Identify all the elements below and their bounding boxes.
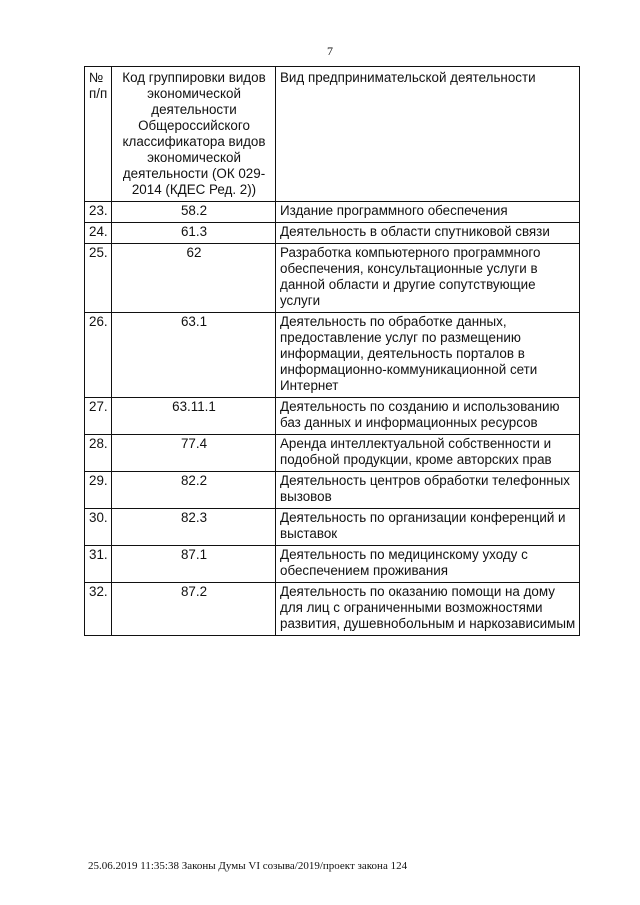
header-okved-code: Код группировки видов экономической деятельности Общероссийского классификатора видов экономической деятельности (ОК 029-2014 (КДЕС Ред. 2)) [112,67,276,202]
header-activity-type: Вид предпринимательской деятельности [276,67,580,202]
table-row [85,435,580,472]
activity-table [84,66,580,636]
table-row [85,398,580,435]
row-activity: Разработка компьютерного программного обеспечения, консультационные услуги в данной области и другие сопутствующие услуги [276,244,580,313]
row-code: 63.1 [112,313,276,398]
row-code: 82.2 [112,472,276,509]
row-number: 25. [85,244,112,313]
row-activity: Деятельность в области спутниковой связи [276,223,580,244]
row-activity: Деятельность по оказанию помощи на дому для лиц с ограниченными возможностями развития, душевнобольным и наркозависимым [276,583,580,636]
row-code: 63.11.1 [112,398,276,435]
row-code: 58.2 [112,202,276,223]
table-row [85,546,580,583]
row-activity: Издание программного обеспечения [276,202,580,223]
row-number: 28. [85,435,112,472]
row-number: 30. [85,509,112,546]
row-code: 82.3 [112,509,276,546]
row-code: 77.4 [112,435,276,472]
document-footer: 25.06.2019 11:35:38 Законы Думы VI созыва/2019/проект закона 124 [88,860,408,872]
row-number: 27. [85,398,112,435]
table-row [85,244,580,313]
page-number: 7 [327,44,333,58]
row-number: 24. [85,223,112,244]
row-activity: Деятельность по медицинскому уходу с обеспечением проживания [276,546,580,583]
table-row [85,313,580,398]
row-number: 23. [85,202,112,223]
row-code: 62 [112,244,276,313]
row-activity: Деятельность центров обработки телефонных вызовов [276,472,580,509]
row-code: 87.1 [112,546,276,583]
row-code: 61.3 [112,223,276,244]
table-row [85,202,580,223]
table-row [85,509,580,546]
header-number: № п/п [85,67,112,202]
row-activity: Деятельность по организации конференций и выставок [276,509,580,546]
row-activity: Деятельность по обработке данных, предоставление услуг по размещению информации, деятельность порталов в информационно-коммуникационной сети Интернет [276,313,580,398]
row-number: 29. [85,472,112,509]
row-activity: Деятельность по созданию и использованию баз данных и информационных ресурсов [276,398,580,435]
row-activity: Аренда интеллектуальной собственности и подобной продукции, кроме авторских прав [276,435,580,472]
table-row [85,223,580,244]
table-row [85,583,580,636]
row-code: 87.2 [112,583,276,636]
table-header-row [85,67,580,202]
row-number: 32. [85,583,112,636]
row-number: 26. [85,313,112,398]
table-row [85,472,580,509]
row-number: 31. [85,546,112,583]
